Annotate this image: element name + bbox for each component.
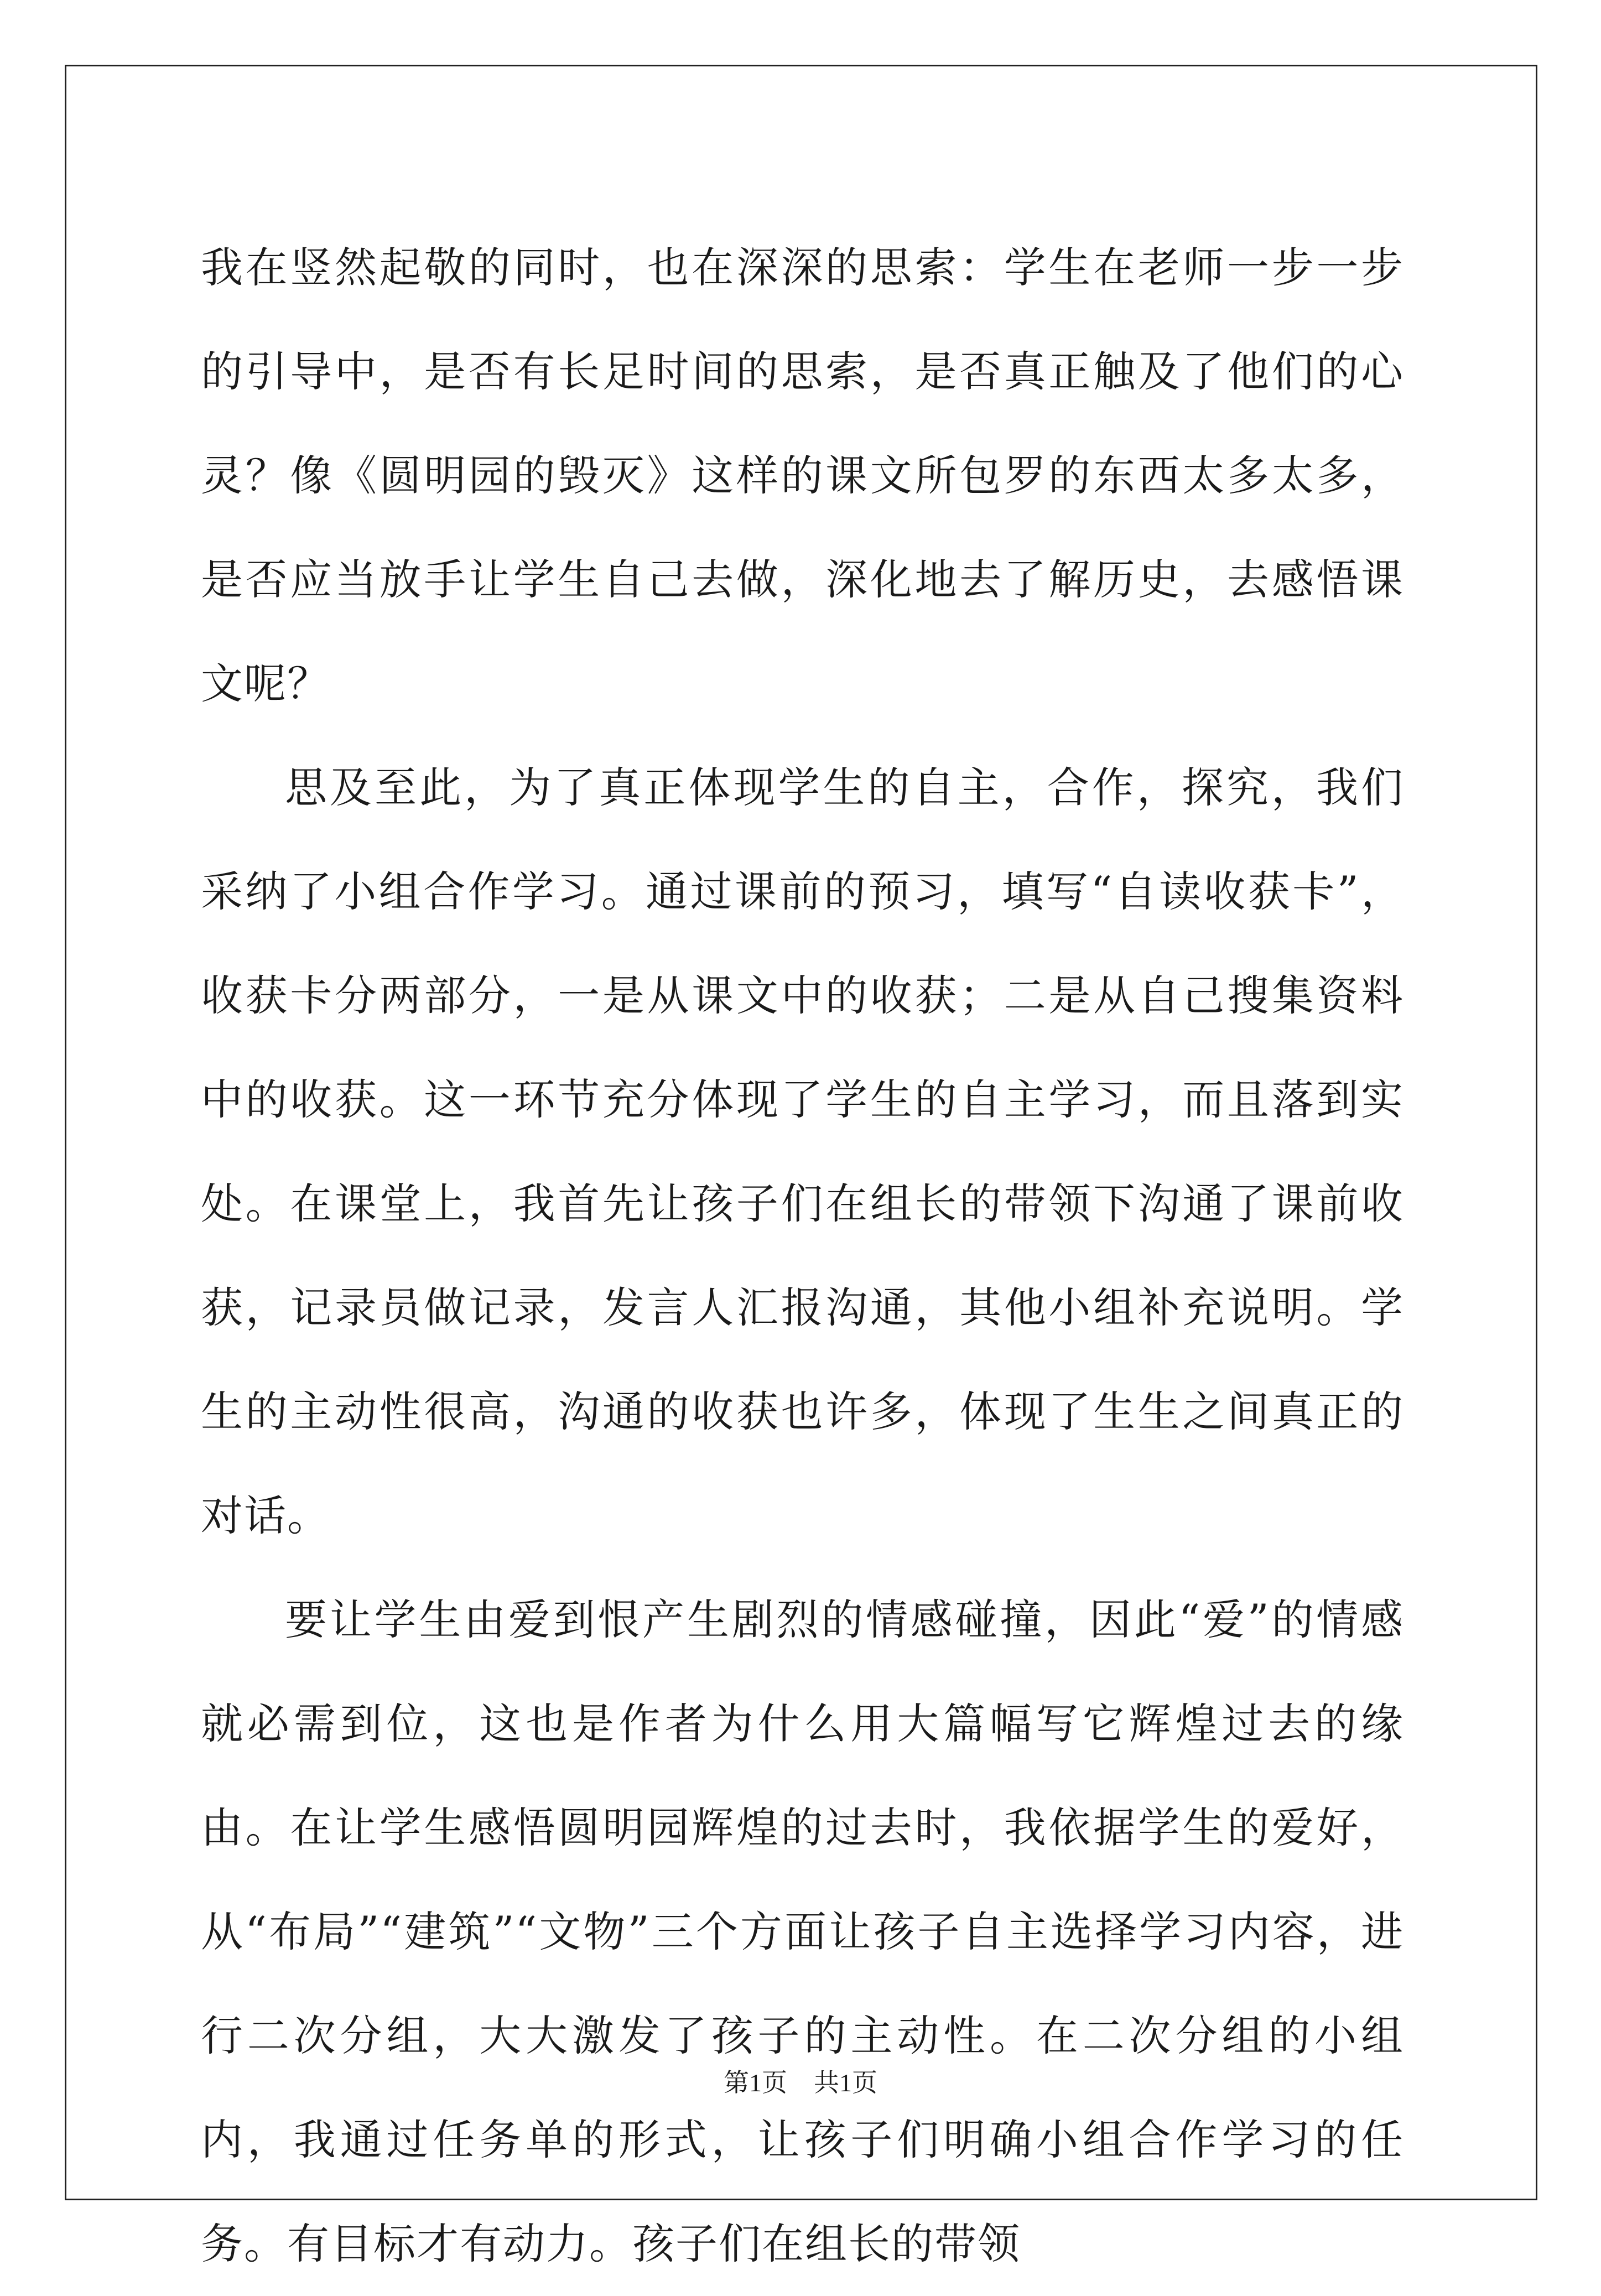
page-number: 第1页 bbox=[724, 2069, 787, 2097]
paragraph-3: 要让学生由爱到恨产生剧烈的情感碰撞，因此“爱”的情感就必需到位，这也是作者为什么用大篇幅写它辉煌过去的缘由。在让学生感悟圆明园辉煌的过去时，我依据学生的爱好，从“布局”“建筑”“文物”三个方面让孩子自主选择学习内容，进行二次分组，大大激发了孩子的主动性。在二次分组的小组内，我通过任务单的形式，让孩子们明确小组合作学习的任务。有目标才有动力。孩子们在组长的带领 bbox=[201, 1595, 1404, 2268]
page-footer bbox=[0, 2066, 1601, 2100]
document-body bbox=[201, 216, 1404, 2296]
page-total: 共1页 bbox=[814, 2069, 877, 2097]
paragraph-2: 思及至此，为了真正体现学生的自主，合作，探究，我们采纳了小组合作学习。通过课前的预习，填写“自读收获卡”，收获卡分两部分，一是从课文中的收获；二是从自己搜集资料中的收获。这一环节充分体现了学生的自主学习，而且落到实处。在课堂上，我首先让孩子们在组长的带领下沟通了课前收获，记录员做记录，发言人汇报沟通，其他小组补充说明。学生的主动性很高，沟通的收获也许多，体现了生生之间真正的对话。 bbox=[201, 763, 1404, 1540]
paragraph-1: 我在竖然起敬的同时，也在深深的思索：学生在老师一步一步的引导中，是否有长足时间的思索，是否真正触及了他们的心灵？像《圆明园的毁灭》这样的课文所包罗的东西太多太多，是否应当放手让学生自己去做，深化地去了解历史，去感悟课文呢？ bbox=[201, 243, 1404, 708]
